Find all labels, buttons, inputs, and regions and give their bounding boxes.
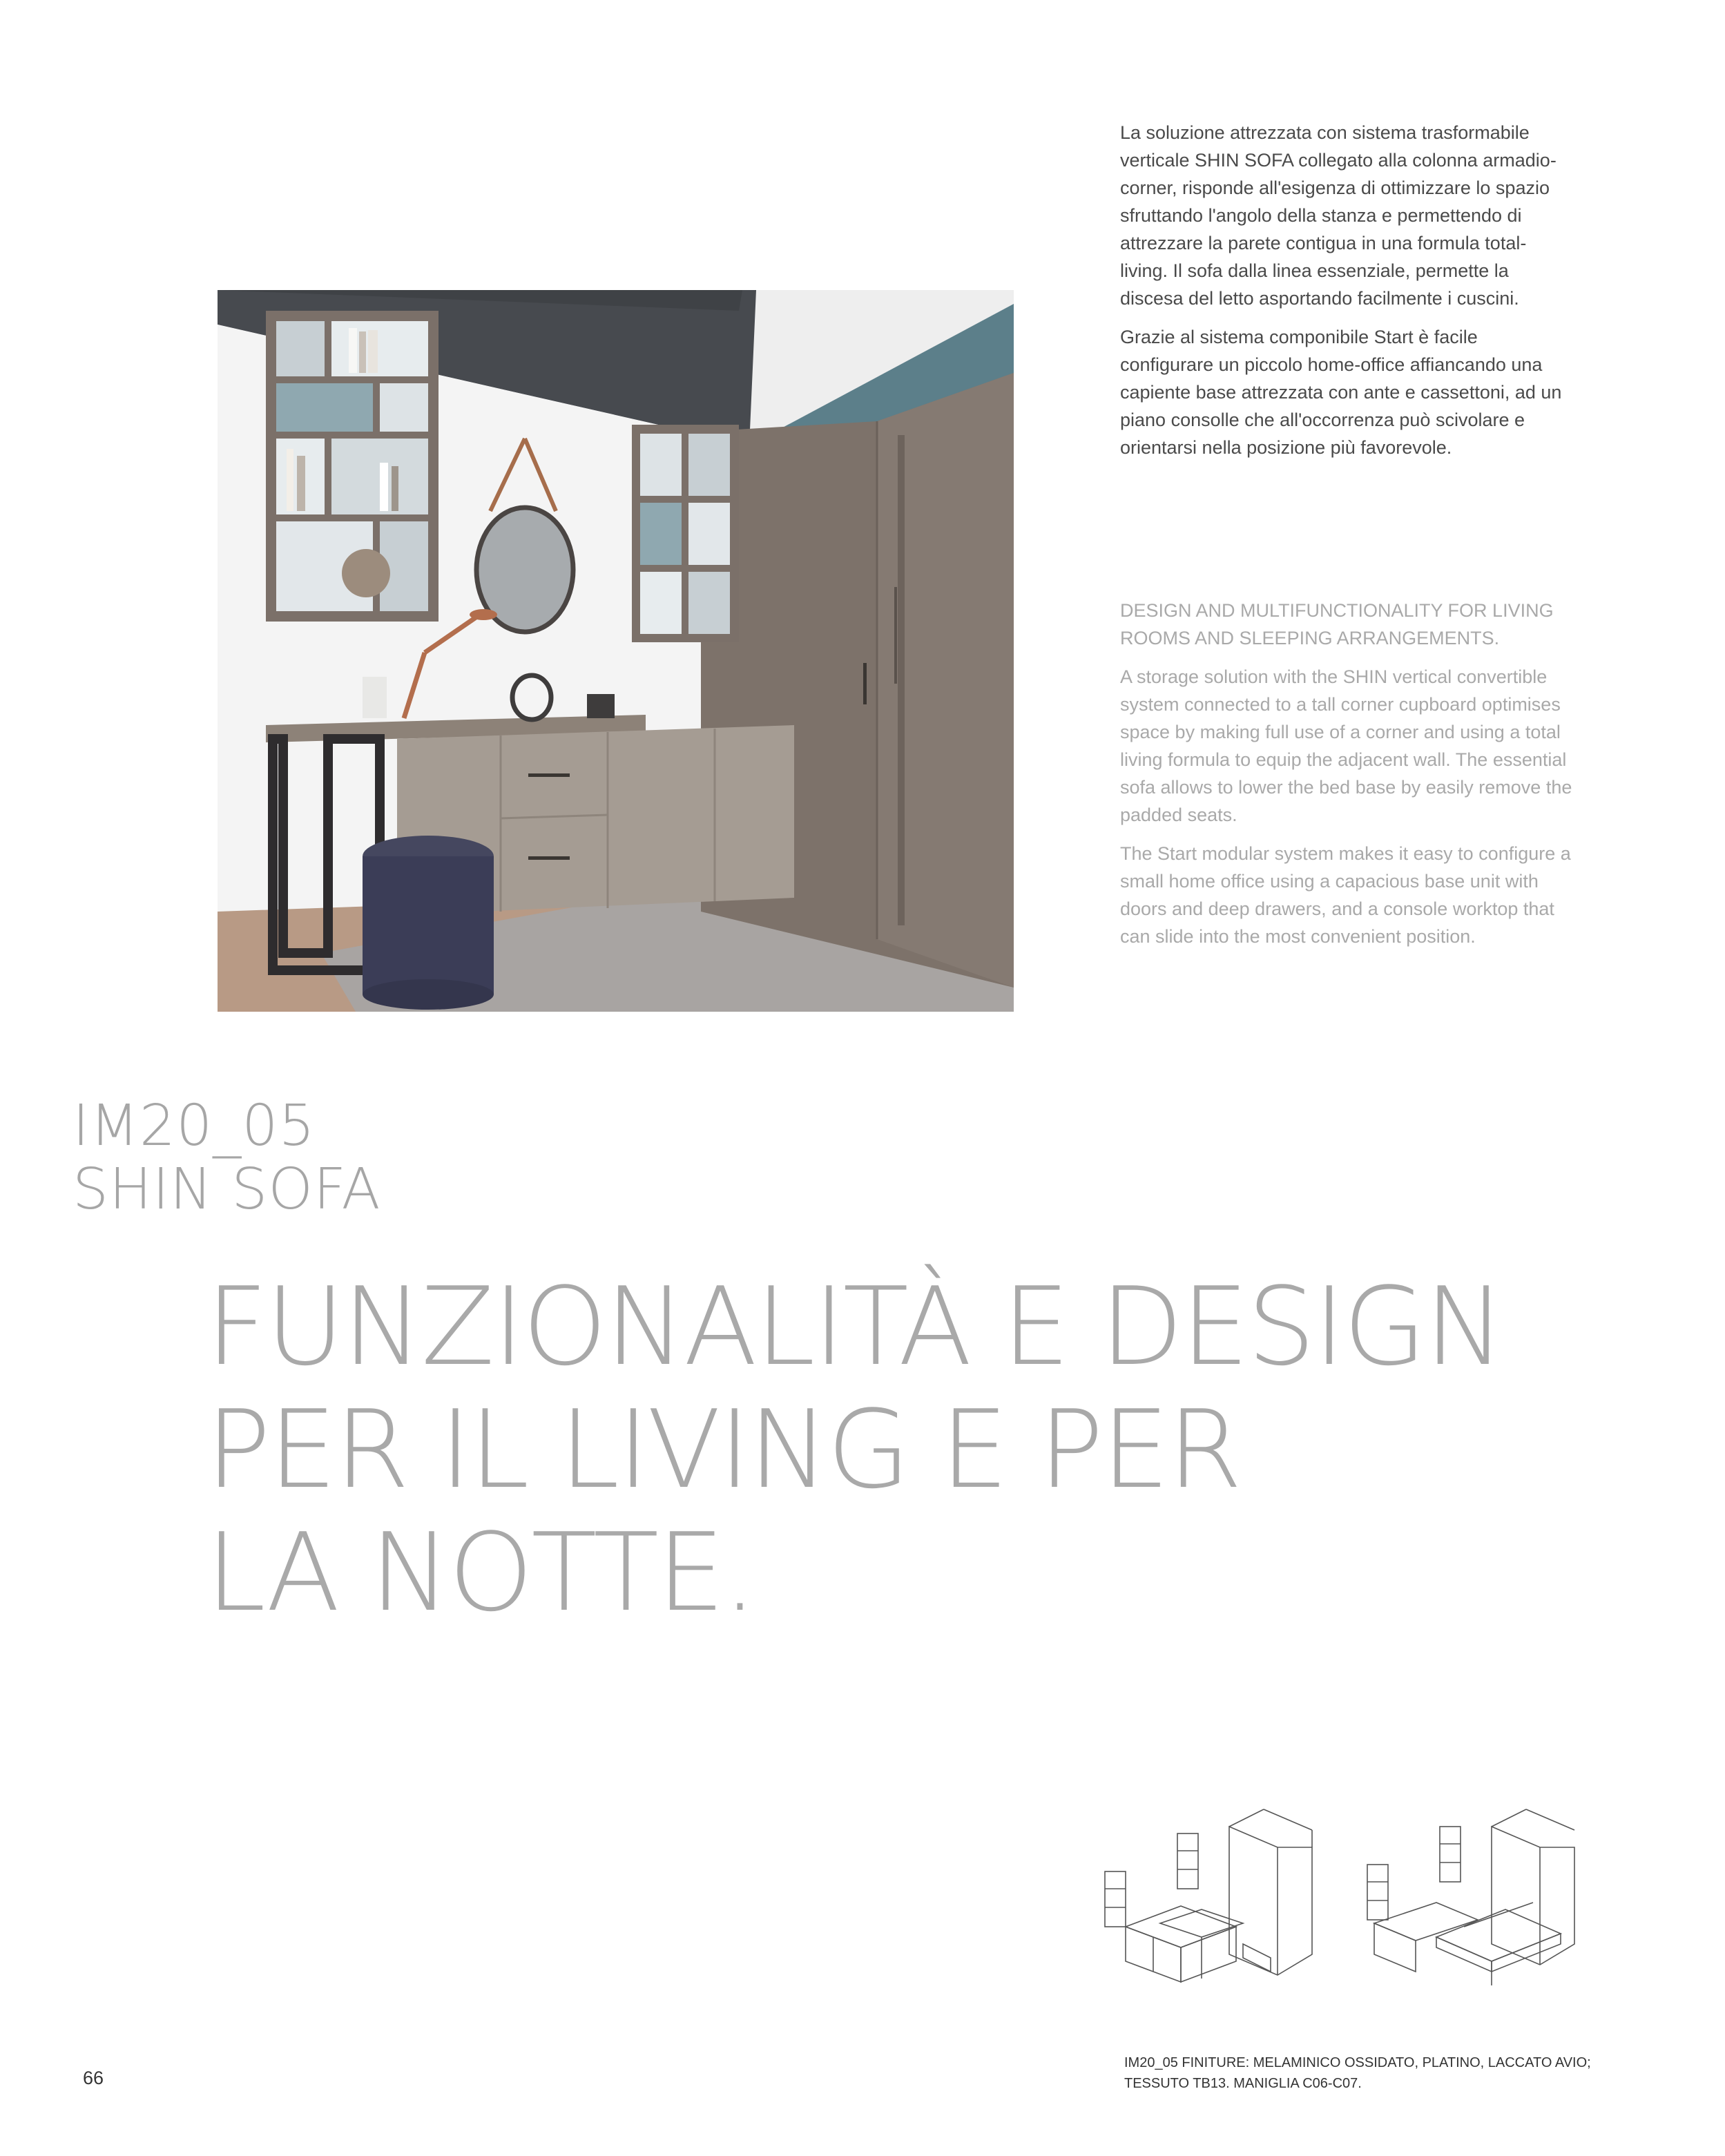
page-number: 66 [83, 2068, 104, 2088]
room-photo [218, 290, 1014, 1012]
product-title [73, 1095, 381, 1222]
intro-it-paragraph-2: Grazie al sistema componibile Start è facile configurare un piccolo home-office affiancando una capiente base attrezzata con ante e cassettoni, ad un piano consolle che all'occorrenza può scivolare e orientarsi nella posizione più favorevole. [1120, 327, 1562, 458]
configuration-diagrams [1098, 1806, 1581, 2013]
diagram-sofa-closed [1105, 1809, 1312, 1982]
product-name: SHIN SOFA [73, 1157, 381, 1222]
diagram-bed-open [1367, 1809, 1574, 1985]
finishes-caption-line-2: TESSUTO TB13. MANIGLIA C06-C07. [1124, 2076, 1362, 2091]
headline-line-3: LA NOTTE. [206, 1510, 755, 1635]
intro-en-paragraph-1: A storage solution with the SHIN vertical convertible system connected to a tall corner cupboard optimises space by making full use of a corner and using a total living formula to equip the adjacent wall. The essential sofa allows to lower the bed base by easily remove the padded seats. [1120, 666, 1572, 825]
headline-line-2: PER IL LIVING E PER [206, 1387, 1241, 1512]
product-code: IM20_05 [73, 1093, 316, 1159]
finishes-caption-line-1: IM20_05 FINITURE: MELAMINICO OSSIDATO, PLATINO, LACCATO AVIO; [1124, 2055, 1591, 2070]
intro-en-paragraph-2: The Start modular system makes it easy to configure a small home office using a capacious base unit with doors and deep drawers, and a console worktop that can slide into the most convenient position. [1120, 843, 1571, 947]
finishes-caption [1124, 2052, 1649, 2094]
page-headline [206, 1265, 1518, 1634]
intro-it-paragraph-1: La soluzione attrezzata con sistema trasformabile verticale SHIN SOFA collegato alla colonna armadio-corner, risponde all'esigenza di ottimizzare lo spazio sfruttando l'angolo della stanza e permettendo di attrezzare la parete contigua in una formula total-living. Il sofa dalla linea essenziale, permette la discesa del letto asportando facilmente i cuscini. [1120, 122, 1557, 309]
intro-text-english [1120, 597, 1576, 961]
intro-text-italian [1120, 119, 1562, 472]
intro-en-heading: DESIGN AND MULTIFUNCTIONALITY FOR LIVING ROOMS AND SLEEPING ARRANGEMENTS. [1120, 600, 1554, 648]
headline-line-1: FUNZIONALITÀ E DESIGN [206, 1264, 1503, 1389]
